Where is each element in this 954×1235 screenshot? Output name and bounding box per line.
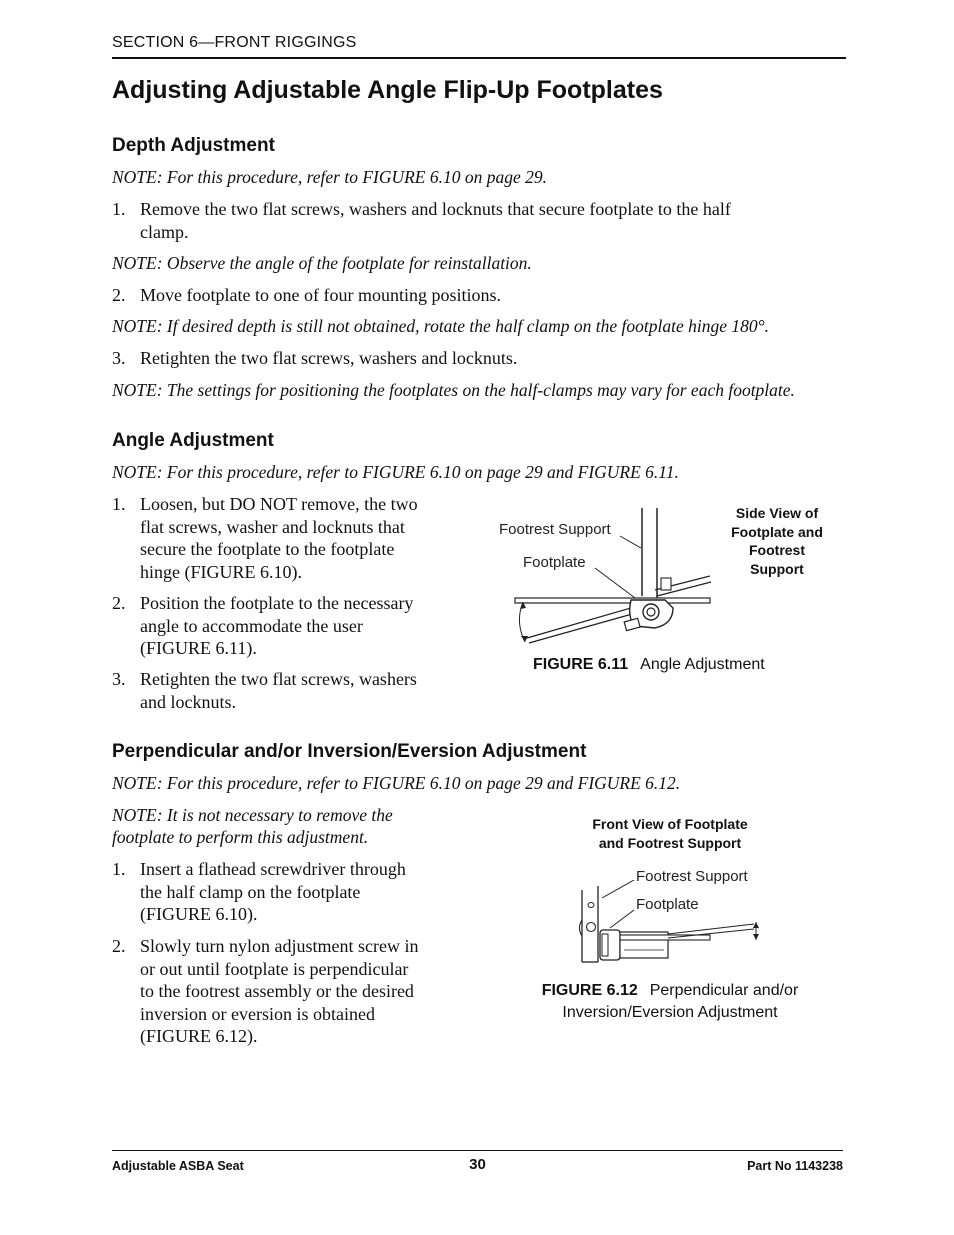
view-title-line: Support (750, 560, 804, 577)
depth-step-2 (112, 284, 847, 307)
step-number: 3. (112, 669, 126, 689)
perpendicular-step-1 (112, 858, 472, 926)
step-text-line: to the footrest assembly or the desired (140, 981, 414, 1001)
view-title-line: Footrest (749, 542, 805, 558)
view-title-line: Footplate and (731, 523, 823, 540)
front-view-title (570, 815, 770, 852)
step-text-line: the half clamp on the footplate (140, 881, 361, 902)
depth-step-1 (112, 198, 847, 244)
perpendicular-heading: Perpendicular and/or Inversion/Eversion Adjustment (112, 741, 587, 762)
angle-step-3 (112, 668, 472, 714)
note-line: footplate to perform this adjustment. (112, 827, 369, 847)
section-header (112, 33, 846, 59)
angle-heading: Angle Adjustment (112, 430, 274, 451)
figure-title: Perpendicular and/or (649, 982, 799, 999)
step-text-line: angle to accommodate the user (140, 615, 363, 636)
figure-title: Angle Adjustment (640, 656, 765, 673)
step-number: 1. (112, 494, 126, 514)
depth-note-4: NOTE: The settings for positioning the footplates on the half-clamps may vary for each footplate. (112, 380, 795, 400)
footplate-label-2: Footplate (636, 896, 699, 913)
step-number: 2. (112, 593, 126, 613)
step-text-line: Position the footplate to the necessary (140, 593, 414, 613)
step-number: 3. (112, 348, 126, 368)
depth-heading: Depth Adjustment (112, 135, 275, 156)
section-label: SECTION 6—FRONT RIGGINGS (112, 34, 357, 51)
step-number: 2. (112, 285, 126, 305)
page-number: 30 (469, 1156, 486, 1173)
page-title: Adjusting Adjustable Angle Flip-Up Footplates (112, 76, 663, 104)
angle-step-2 (112, 592, 472, 660)
depth-note-2: NOTE: Observe the angle of the footplate for reinstallation. (112, 253, 532, 273)
caption-line-2: Inversion/Eversion Adjustment (562, 1004, 778, 1021)
step-text-line: Retighten the two flat screws, washers (140, 669, 417, 689)
step-text-line: Loosen, but DO NOT remove, the two (140, 494, 418, 514)
depth-note-3: NOTE: If desired depth is still not obtained, rotate the half clamp on the footplate hinge 180°. (112, 316, 770, 336)
footer-part-number: Part No 1143238 (747, 1159, 843, 1173)
step-text-line: (FIGURE 6.12). (140, 1026, 258, 1046)
figure-6-11-caption (533, 654, 765, 676)
view-title-line: and Footrest Support (598, 834, 742, 851)
step-text-line: Move footplate to one of four mounting positions. (140, 285, 501, 305)
step-number: 1. (112, 859, 126, 879)
inversion-eversion-diagram (572, 880, 767, 970)
step-text-line: Remove the two flat screws, washers and locknuts that secure footplate to the half (140, 199, 731, 219)
angle-step-1 (112, 493, 472, 583)
figure-6-12-caption (505, 980, 835, 1024)
view-title-line: Side View of (735, 505, 819, 521)
step-text-line: Insert a flathead screwdriver through (140, 859, 406, 879)
step-text-line: hinge (FIGURE 6.10). (140, 561, 302, 582)
footer-product-name: Adjustable ASBA Seat (112, 1159, 244, 1173)
footrest-support-label-2: Footrest Support (636, 868, 748, 885)
perpendicular-step-2 (112, 935, 472, 1048)
step-text-line: flat screws, washer and locknuts that (140, 516, 405, 537)
side-view-title (718, 504, 836, 578)
caption-line-1 (505, 980, 835, 1002)
step-text-line: secure the footplate to the footplate (140, 539, 395, 559)
step-text-line: inversion or eversion is obtained (140, 1003, 375, 1024)
depth-step-3 (112, 347, 847, 370)
step-number: 1. (112, 199, 126, 219)
step-text-line: Slowly turn nylon adjustment screw in (140, 936, 419, 956)
perpendicular-note-2 (112, 804, 442, 848)
view-title-line: Front View of Footplate (592, 816, 748, 832)
step-text-line: (FIGURE 6.10). (140, 904, 258, 924)
step-text-line: and locknuts. (140, 691, 236, 712)
figure-number: FIGURE 6.11 (533, 656, 629, 673)
step-text-line: (FIGURE 6.11). (140, 638, 257, 658)
footrest-support-label: Footrest Support (499, 521, 611, 538)
page-footer (112, 1150, 843, 1181)
step-text-line: or out until footplate is perpendicular (140, 958, 409, 979)
step-text-line: Retighten the two flat screws, washers and locknuts. (140, 348, 518, 368)
step-text-line: clamp. (140, 221, 189, 242)
footplate-label: Footplate (523, 554, 586, 571)
step-number: 2. (112, 936, 126, 956)
note-line: NOTE: It is not necessary to remove the (112, 805, 393, 825)
figure-number: FIGURE 6.12 (541, 982, 638, 999)
angle-note: NOTE: For this procedure, refer to FIGURE 6.10 on page 29 and FIGURE 6.11. (112, 462, 679, 482)
depth-note-1: NOTE: For this procedure, refer to FIGURE 6.10 on page 29. (112, 167, 548, 187)
perpendicular-note: NOTE: For this procedure, refer to FIGURE 6.10 on page 29 and FIGURE 6.12. (112, 773, 681, 793)
